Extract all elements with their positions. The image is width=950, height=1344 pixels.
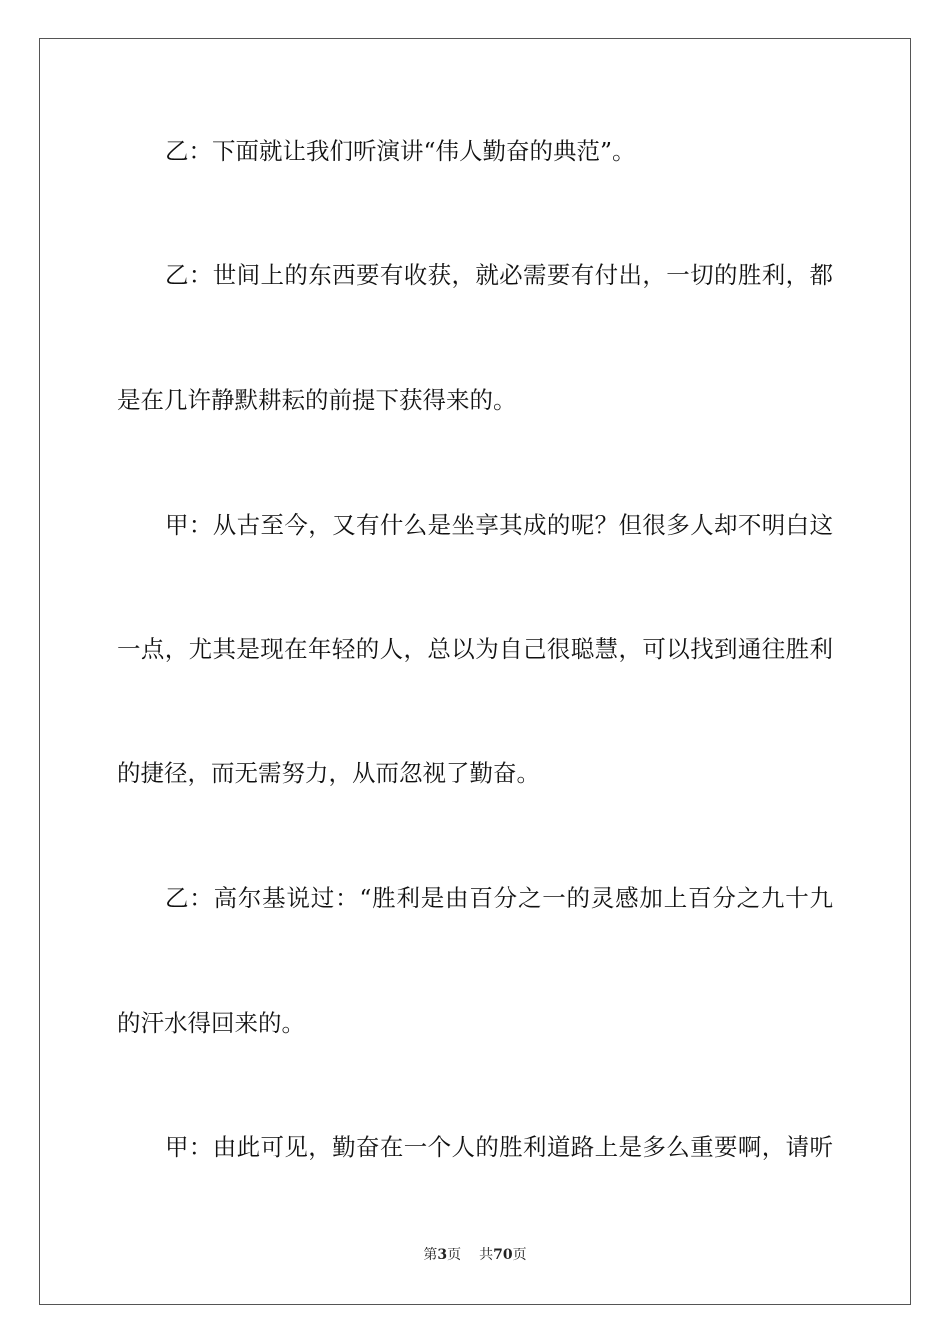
paragraph-line: 甲：从古至今，又有什么是坐享其成的呢？但很多人却不明白这: [165, 511, 833, 539]
footer-page-prefix: 第: [423, 1247, 438, 1263]
paragraph-line: 乙：下面就让我们听演讲“伟人勤奋的典范”。: [165, 137, 636, 165]
paragraph-line: 乙：高尔基说过：“胜利是由百分之一的灵感加上百分之九十九: [165, 884, 833, 912]
page-border: [39, 38, 911, 1305]
paragraph-line: 乙：世间上的东西要有收获，就必需要有付出，一切的胜利，都: [165, 261, 833, 289]
page-footer: [0, 1246, 950, 1264]
paragraph-line: 的捷径，而无需努力，从而忽视了勤奋。: [117, 759, 540, 787]
footer-page-number: 3: [437, 1247, 448, 1263]
paragraph-line: 甲：由此可见，勤奋在一个人的胜利道路上是多么重要啊，请听: [165, 1133, 833, 1161]
paragraph-line: 是在几许静默耕耘的前提下获得来的。: [117, 386, 517, 414]
footer-total-pages: 70: [493, 1247, 513, 1263]
paragraph-line: 一点，尤其是现在年轻的人，总以为自己很聪慧，可以找到通往胜利: [117, 635, 833, 663]
paragraph-line: 的汗水得回来的。: [117, 1009, 305, 1037]
footer-page-suffix: 页: [447, 1247, 462, 1263]
footer-total-suffix: 页: [512, 1247, 527, 1263]
footer-total-prefix: 共: [479, 1247, 494, 1263]
